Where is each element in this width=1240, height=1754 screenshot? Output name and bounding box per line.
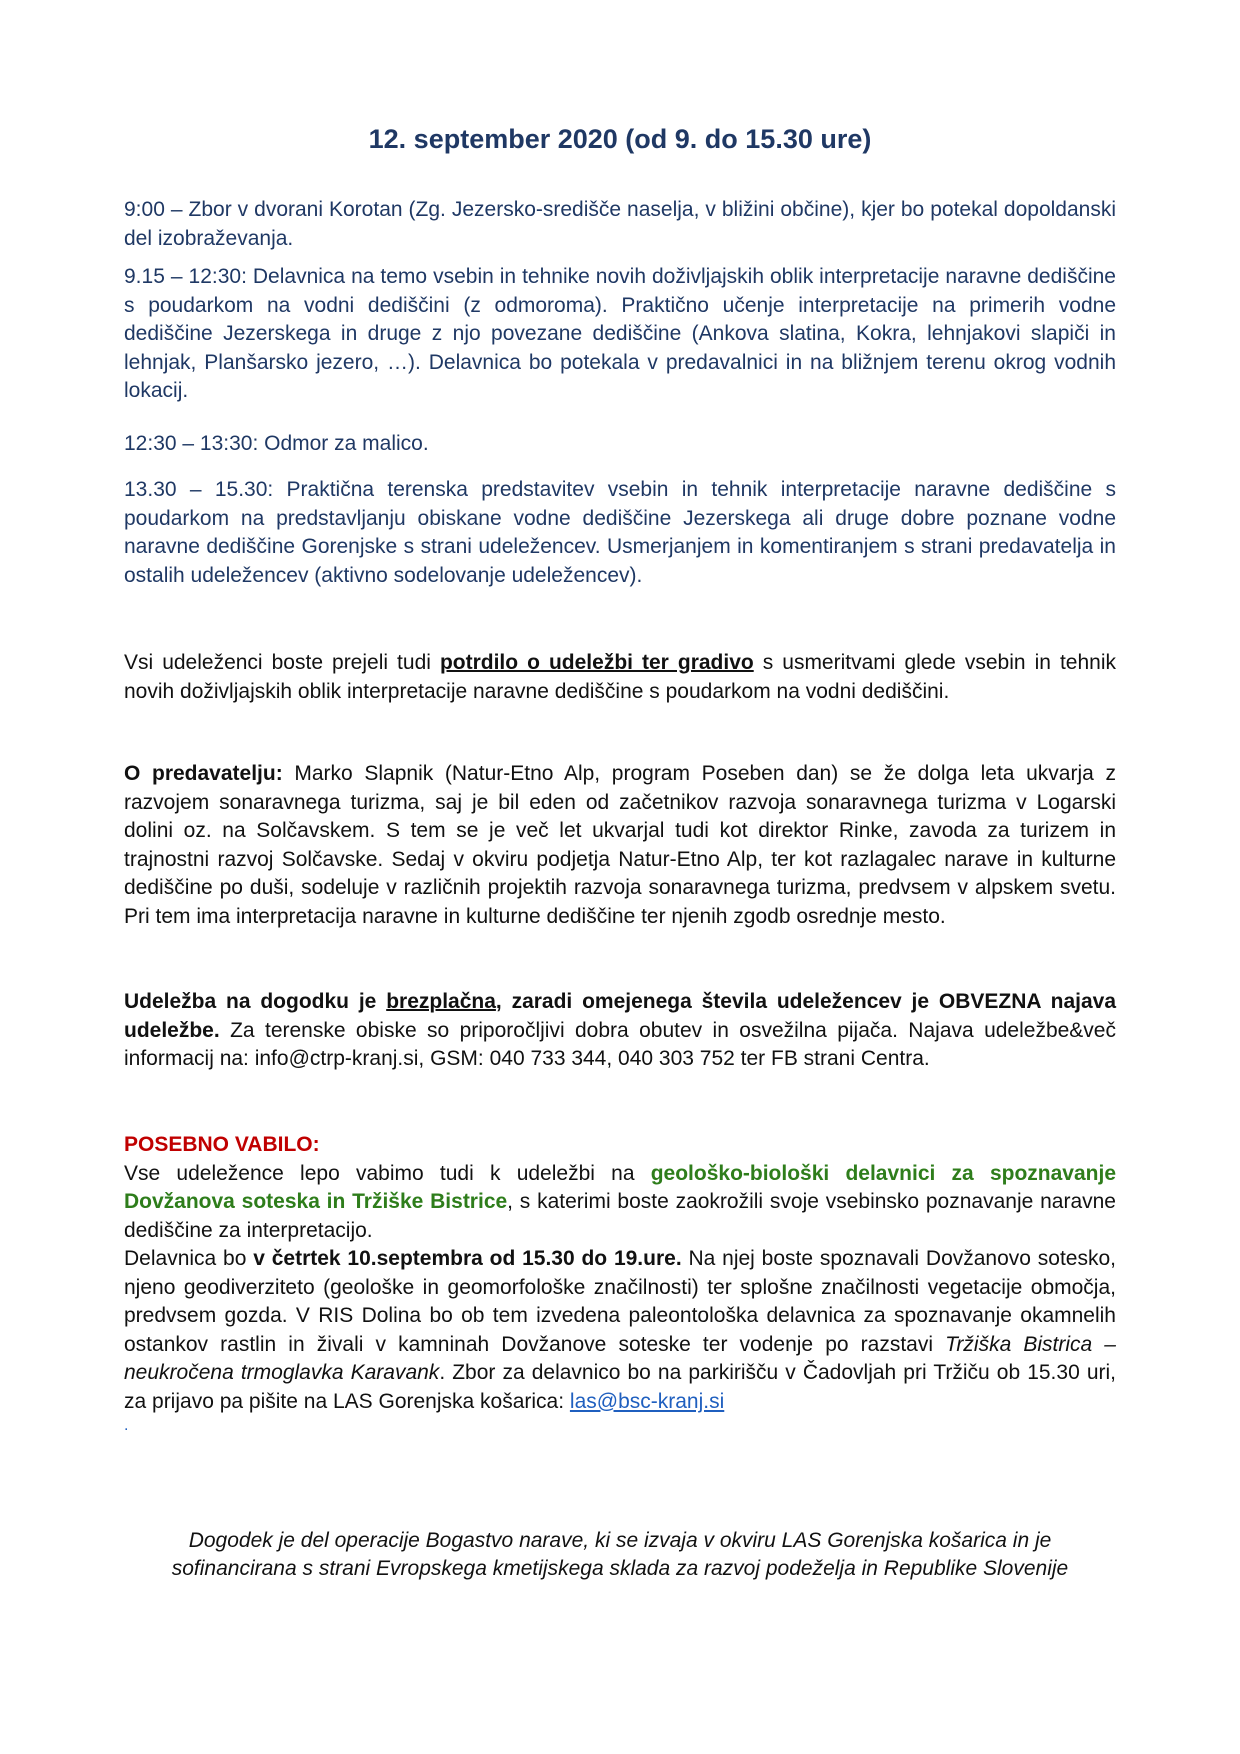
- participation-bold-pre: Udeležba na dogodku je: [124, 990, 387, 1013]
- email-link[interactable]: las@bsc-kranj.si: [569, 1389, 725, 1413]
- lecturer-text: Marko Slapnik (Natur-Etno Alp, program Poseben dan) se že dolga leta ukvarja z razvojem sonaravnega turizma, saj je bil eden od začetnikov razvoja sonaravnega turizma v Logarski dolini oz. na Solčavskem. S tem se je več let ukvarjal tudi kot direktor Rinke, zavoda za turizem in trajnostni razvoj Solčavske. Sedaj v okviru podjetja Natur-Etno Alp, ter kot razlagalec narave in kulturne dediščine po duši, sodeluje v različnih projektih razvoja sonaravnega turizma, predvsem v alpskem svetu. Pri tem ima interpretacija naravne in kulturne dediščine ter njenih zgodb osrednje mesto.: [124, 762, 1116, 928]
- trailing-dot: .: [124, 1417, 129, 1434]
- participation-bold-post: , zaradi omejenega števila udeležencev je OBVEZNA najava udeležbe.: [124, 990, 1116, 1042]
- invitation-paragraph-2: [124, 1245, 1116, 1416]
- invitation-workshop-name: geološko-biološki delavnici za spoznavanje Dovžanova soteska in Tržiške Bistrice: [124, 1161, 1116, 1213]
- participation-paragraph: [124, 988, 1116, 1074]
- certificate-paragraph: [124, 649, 1116, 706]
- invitation-section: [124, 1131, 1116, 1436]
- schedule-item-3: 12:30 – 13:30: Odmor za malico.: [124, 432, 429, 455]
- invitation-p1-post: , s katerimi boste zaokrožili svoje vsebinsko poznavanje naravne dediščine za interpretacijo.: [124, 1190, 1116, 1242]
- footer-note: [110, 1527, 1130, 1583]
- schedule-item-1: 9:00 – Zbor v dvorani Korotan (Zg. Jezersko-središče naselja, v bližini občine), kjer bo potekal dopoldanski del izobraževanja.: [124, 198, 1116, 250]
- certificate-post: s usmeritvami glede vsebin in tehnik novih doživljajskih oblik interpretacije naravne dediščine s poudarkom na vodni dediščini.: [124, 651, 1116, 703]
- page-title: 12. september 2020 (od 9. do 15.30 ure): [368, 124, 872, 154]
- participation-free: brezplačna: [386, 990, 496, 1013]
- invitation-p2-pre: Delavnica bo: [124, 1247, 254, 1270]
- footer-line-1: Dogodek je del operacije Bogastvo narave, ki se izvaja v okviru LAS Gorenjska košarica in je: [188, 1529, 1052, 1552]
- invitation-paragraph-1: [124, 1160, 1116, 1246]
- invitation-p2-mid: Na njej boste spoznavali Dovžanovo sotesko, njeno geodiverziteto (geološke in geomorfološke značilnosti) ter splošne značilnosti vegetacije območja, predvsem gozda. V RIS Dolina bo ob tem izvedena paleontološka delavnica za spoznavanje okamnelih ostankov rastlin in živali v kamninah Dovžanove soteske ter vodenje po razstavi: [124, 1247, 1116, 1356]
- invitation-p2-post: . Zbor za delavnico bo na parkirišču v Čadovljah pri Tržiču ob 15.30 uri, za prijavo pa pišite na LAS Gorenjska košarica:: [124, 1361, 1116, 1413]
- schedule-item-2: 9.15 – 12:30: Delavnica na temo vsebin in tehnike novih doživljajskih oblik interpretacije naravne dediščine s poudarkom na vodni dediščini (z odmoroma). Praktično učenje interpretacije na primerih vodne dediščine Jezerskega in druge z njo povezane dediščine (Ankova slatina, Kokra, lehnjakovi slapiči in lehnjak, Planšarsko jezero, …). Delavnica bo potekala v predavalnici in na bližnjem terenu okrog vodnih lokacij.: [124, 265, 1116, 402]
- lecturer-paragraph: [124, 760, 1116, 931]
- exhibition-title: Tržiška Bistrica – neukročena trmoglavka Karavank: [124, 1332, 1116, 1384]
- lecturer-label: O predavatelju:: [124, 762, 283, 785]
- invitation-heading: POSEBNO VABILO:: [124, 1133, 320, 1156]
- invitation-date: v četrtek 10.septembra od 15.30 do 19.ure.: [253, 1247, 682, 1270]
- participation-text: Za terenske obiske so priporočljivi dobra obutev in osvežilna pijača. Najava udeležbe&več informacij na: info@ctrp-kranj.si, GSM: 040 733 344, 040 303 752 ter FB strani Centra.: [124, 1018, 1116, 1070]
- schedule-item-4: 13.30 – 15.30: Praktična terenska predstavitev vsebin in tehnik interpretacije naravne dediščine s poudarkom na predstavljanju obiskane vodne dediščine Jezerskega ali druge dobre poznane vodne naravne dediščine Gorenjske s strani udeležencev. Usmerjanjem in komentiranjem s strani predavatelja in ostalih udeležencev (aktivno sodelovanje udeležencev).: [124, 478, 1116, 587]
- footer-line-2: sofinancirana s strani Evropskega kmetijskega sklada za razvoj podeželja in Republike Slovenije: [171, 1557, 1069, 1580]
- certificate-pre: Vsi udeleženci boste prejeli tudi: [124, 651, 440, 674]
- certificate-highlight: potrdilo o udeležbi ter gradivo: [439, 651, 754, 674]
- invitation-p1-pre: Vse udeležence lepo vabimo tudi k udeležbi na: [124, 1161, 651, 1185]
